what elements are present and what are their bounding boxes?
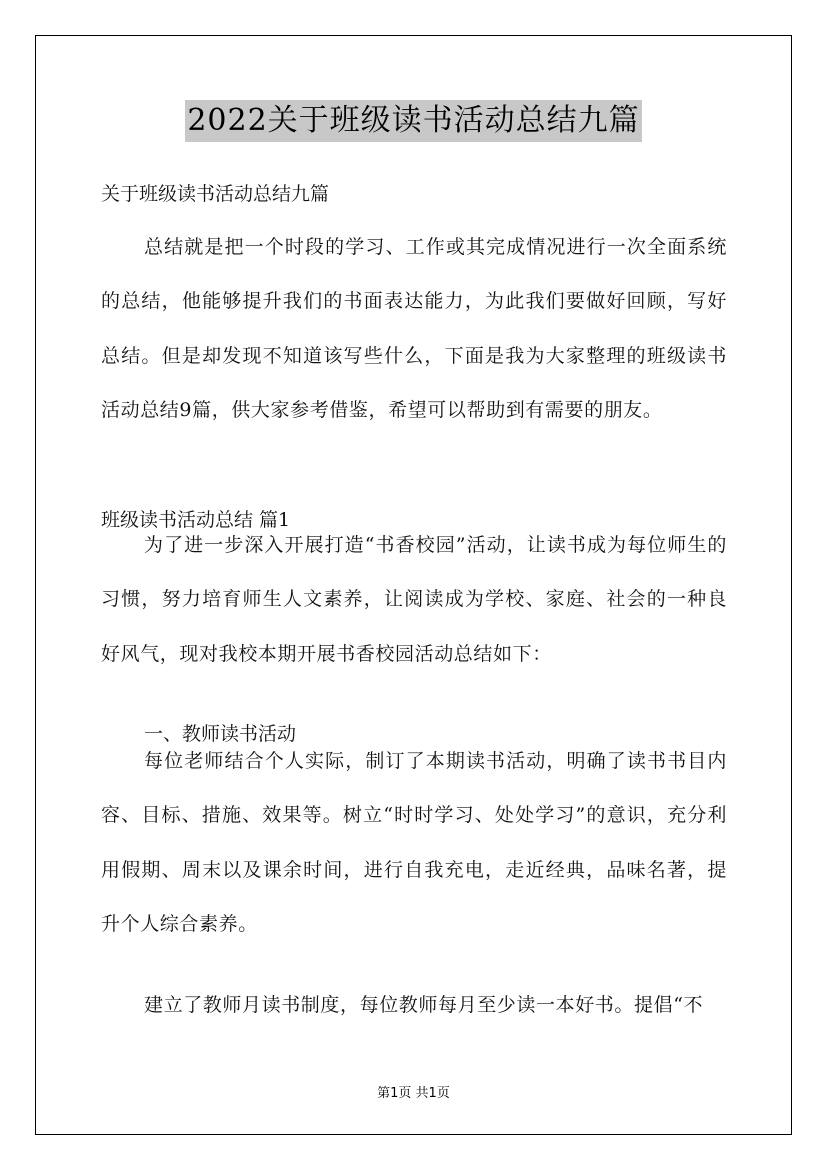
body-paragraph: 为了进一步深入开展打造“书香校园”活动，让读书成为每位师生的习惯，努力培育师生人文素养，让阅读成为学校、家庭、社会的一种良好风气，现对我校本期开展书香校园活动总结如下： <box>101 534 727 665</box>
body-paragraph: 每位老师结合个人实际，制订了本期读书活动，明确了读书书目内容、目标、措施、效果等。树立“时时学习、处处学习”的意识，充分利用假期、周末以及课余时间，进行自我充电，走近经典，品味名著，提升个人综合素养。 <box>101 750 727 935</box>
section-heading: 班级读书活动总结 篇1 <box>101 509 291 531</box>
subheading: 一、教师读书活动 <box>144 723 297 745</box>
intro-paragraph: 总结就是把一个时段的学习、工作或其完成情况进行一次全面系统的总结，他能够提升我们的书面表达能力，为此我们要做好回顾，写好总结。但是却发现不知道该写些什么，下面是我为大家整理的班级读书活动总结9篇，供大家参考借鉴，希望可以帮助到有需要的朋友。 <box>101 236 727 421</box>
body-paragraph: 建立了教师月读书制度，每位教师每月至少读一本好书。提倡“不 <box>144 994 704 1016</box>
title-wrapper <box>0 100 827 142</box>
page-footer: 第1页 共1页 <box>377 1086 450 1101</box>
document-title: 2022关于班级读书活动总结九篇 <box>185 100 641 142</box>
document-subtitle: 关于班级读书活动总结九篇 <box>101 183 330 205</box>
